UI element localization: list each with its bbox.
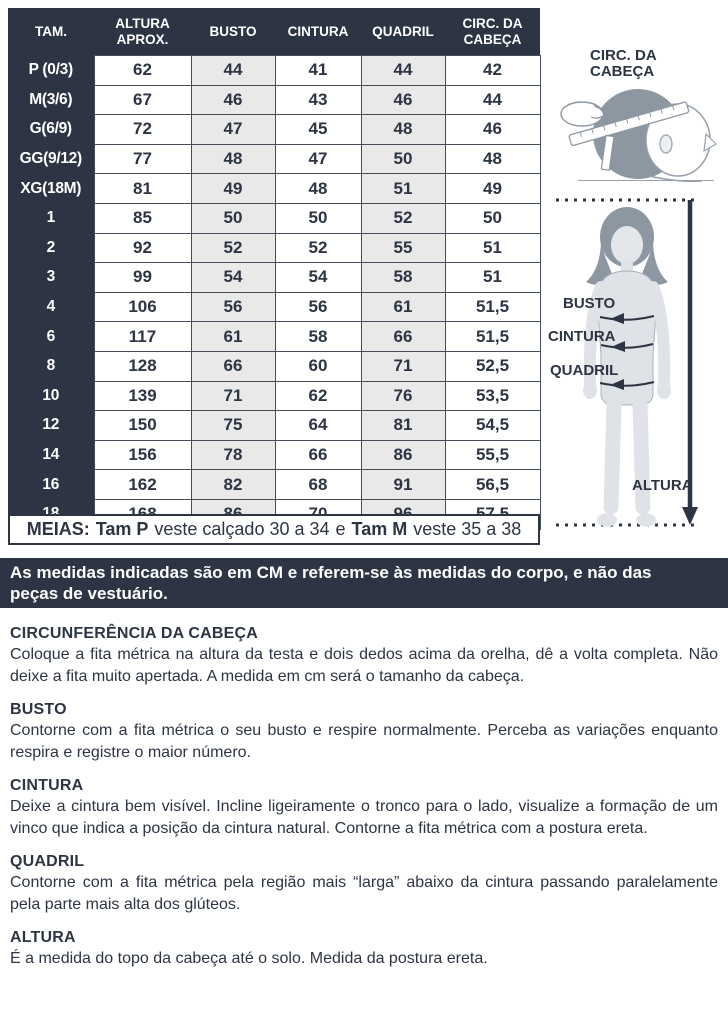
quadril-cell: 55 — [361, 233, 445, 263]
table-row — [8, 470, 540, 500]
table-row — [8, 322, 540, 352]
bust-label: BUSTO — [563, 295, 616, 312]
quadril-cell: 86 — [361, 440, 445, 470]
cabeca-cell: 55,5 — [445, 440, 540, 470]
busto-cell: 82 — [191, 470, 275, 500]
height-arrowhead — [682, 507, 698, 525]
cabeca-cell: 52,5 — [445, 351, 540, 381]
cintura-cell: 60 — [275, 351, 361, 381]
header-quadril: QUADRIL — [361, 8, 445, 56]
size-cell: GG(9/12) — [8, 144, 94, 174]
busto-cell: 71 — [191, 381, 275, 411]
busto-cell: 56 — [191, 292, 275, 322]
quadril-cell: 61 — [361, 292, 445, 322]
quadril-cell: 58 — [361, 263, 445, 293]
header-altura: ALTURA APROX. — [94, 8, 191, 56]
body-measurement-icon — [546, 193, 702, 541]
size-cell: 8 — [8, 351, 94, 381]
cintura-cell: 58 — [275, 322, 361, 352]
table-row — [8, 56, 540, 86]
header-cabeca: CIRC. DA CABEÇA — [445, 8, 540, 56]
section-title-waist: CINTURA — [10, 777, 84, 794]
cabeca-cell: 50 — [445, 203, 540, 233]
altura-cell: 92 — [94, 233, 191, 263]
table-row — [8, 115, 540, 145]
figure-divider — [578, 180, 714, 181]
size-cell: 3 — [8, 263, 94, 293]
cintura-cell: 64 — [275, 411, 361, 441]
cintura-cell: 45 — [275, 115, 361, 145]
socks-size-p: Tam P — [95, 519, 149, 539]
height-label: ALTURA — [632, 477, 693, 494]
busto-cell: 44 — [191, 56, 275, 86]
quadril-cell: 81 — [361, 411, 445, 441]
cintura-cell: 43 — [275, 85, 361, 115]
header-busto: BUSTO — [191, 8, 275, 56]
section-title-hip: QUADRIL — [10, 853, 85, 870]
cintura-cell: 48 — [275, 174, 361, 204]
cabeca-cell: 51,5 — [445, 322, 540, 352]
socks-desc-m: veste 35 a 38 — [413, 519, 522, 539]
instructions — [0, 612, 728, 970]
busto-cell: 75 — [191, 411, 275, 441]
quadril-cell: 48 — [361, 115, 445, 145]
cabeca-cell: 56,5 — [445, 470, 540, 500]
busto-cell: 48 — [191, 144, 275, 174]
table-row — [8, 233, 540, 263]
section-title-head: CIRCUNFERÊNCIA DA CABEÇA — [10, 625, 259, 642]
measurement-figures — [540, 0, 728, 556]
quadril-cell: 71 — [361, 351, 445, 381]
size-cell: XG(18M) — [8, 174, 94, 204]
cm-note-banner: As medidas indicadas são em CM e referem-se às medidas do corpo, e não das peças de vestuário. — [0, 558, 728, 608]
table-row — [8, 292, 540, 322]
table-row — [8, 440, 540, 470]
table-row — [8, 174, 540, 204]
section-body-height: É a medida do topo da cabeça até o solo. Medida da postura ereta. — [10, 950, 488, 967]
size-cell: 10 — [8, 381, 94, 411]
busto-cell: 52 — [191, 233, 275, 263]
hip-label: QUADRIL — [550, 362, 619, 379]
busto-cell: 50 — [191, 203, 275, 233]
waist-label: CINTURA — [548, 328, 616, 345]
altura-cell: 81 — [94, 174, 191, 204]
cabeca-cell: 49 — [445, 174, 540, 204]
cabeca-cell: 53,5 — [445, 381, 540, 411]
section-title-bust: BUSTO — [10, 701, 67, 718]
quadril-cell: 50 — [361, 144, 445, 174]
size-table — [8, 8, 541, 530]
table-row — [8, 381, 540, 411]
altura-cell: 99 — [94, 263, 191, 293]
busto-cell: 54 — [191, 263, 275, 293]
altura-cell: 85 — [94, 203, 191, 233]
altura-cell: 128 — [94, 351, 191, 381]
size-table-body — [8, 56, 540, 530]
busto-cell: 49 — [191, 174, 275, 204]
size-cell: 16 — [8, 470, 94, 500]
altura-cell: 67 — [94, 85, 191, 115]
altura-cell: 139 — [94, 381, 191, 411]
section-title-height: ALTURA — [10, 929, 76, 946]
altura-cell: 77 — [94, 144, 191, 174]
quadril-cell: 66 — [361, 322, 445, 352]
header-cintura: CINTURA — [275, 8, 361, 56]
size-cell: P (0/3) — [8, 56, 94, 86]
altura-cell: 150 — [94, 411, 191, 441]
cabeca-cell: 51 — [445, 263, 540, 293]
altura-cell: 72 — [94, 115, 191, 145]
head-circumference-label: CIRC. DA CABEÇA — [590, 47, 657, 80]
quadril-cell: 46 — [361, 85, 445, 115]
quadril-cell: 52 — [361, 203, 445, 233]
altura-cell: 162 — [94, 470, 191, 500]
table-row — [8, 144, 540, 174]
table-row — [8, 85, 540, 115]
size-cell: G(6/9) — [8, 115, 94, 145]
section-body-hip: Contorne com a fita métrica pela região mais “larga” abaixo da cintura passando paralelamente pela parte mais alta dos glúteos. — [10, 874, 718, 913]
socks-label: MEIAS: — [26, 519, 90, 539]
busto-cell: 46 — [191, 85, 275, 115]
size-cell: 1 — [8, 203, 94, 233]
socks-note — [8, 514, 540, 545]
cabeca-cell: 42 — [445, 56, 540, 86]
altura-cell: 156 — [94, 440, 191, 470]
cintura-cell: 50 — [275, 203, 361, 233]
cintura-cell: 41 — [275, 56, 361, 86]
table-header-row — [8, 8, 540, 56]
cabeca-cell: 46 — [445, 115, 540, 145]
size-cell: 12 — [8, 411, 94, 441]
cabeca-cell: 48 — [445, 144, 540, 174]
cintura-cell: 52 — [275, 233, 361, 263]
table-row — [8, 411, 540, 441]
size-cell: M(3/6) — [8, 85, 94, 115]
busto-cell: 78 — [191, 440, 275, 470]
size-cell: 2 — [8, 233, 94, 263]
altura-cell: 106 — [94, 292, 191, 322]
socks-size-m: Tam M — [351, 519, 408, 539]
quadril-cell: 51 — [361, 174, 445, 204]
header-tam: TAM. — [8, 8, 94, 56]
altura-cell: 117 — [94, 322, 191, 352]
busto-cell: 61 — [191, 322, 275, 352]
cintura-cell: 66 — [275, 440, 361, 470]
cintura-cell: 62 — [275, 381, 361, 411]
section-body-head: Coloque a fita métrica na altura da testa e dois dedos acima da orelha, dê a volta completa. Não deixe a fita muito apertada. A medida em cm será o tamanho da cabeça. — [10, 646, 718, 685]
altura-cell: 62 — [94, 56, 191, 86]
cintura-cell: 68 — [275, 470, 361, 500]
cintura-cell: 56 — [275, 292, 361, 322]
size-cell: 14 — [8, 440, 94, 470]
section-body-bust: Contorne com a fita métrica o seu busto e respire normalmente. Perceba as variações enquanto respira e registre o maior número. — [10, 722, 718, 761]
table-row — [8, 263, 540, 293]
socks-desc-p: veste calçado 30 a 34 — [154, 519, 330, 539]
quadril-cell: 91 — [361, 470, 445, 500]
head-measurement-icon — [550, 84, 718, 182]
cabeca-cell: 51,5 — [445, 292, 540, 322]
size-cell: 4 — [8, 292, 94, 322]
table-row — [8, 203, 540, 233]
busto-cell: 47 — [191, 115, 275, 145]
quadril-cell: 44 — [361, 56, 445, 86]
cintura-cell: 54 — [275, 263, 361, 293]
cabeca-cell: 44 — [445, 85, 540, 115]
table-row — [8, 351, 540, 381]
quadril-cell: 76 — [361, 381, 445, 411]
section-body-waist: Deixe a cintura bem visível. Incline ligeiramente o tronco para o lado, visualize a formação de um vinco que indica a posição da cintura natural. Contorne a fita métrica com a postura ereta. — [10, 798, 718, 837]
cabeca-cell: 54,5 — [445, 411, 540, 441]
busto-cell: 66 — [191, 351, 275, 381]
socks-connector: e — [335, 519, 346, 539]
cabeca-cell: 51 — [445, 233, 540, 263]
cintura-cell: 47 — [275, 144, 361, 174]
size-cell: 6 — [8, 322, 94, 352]
